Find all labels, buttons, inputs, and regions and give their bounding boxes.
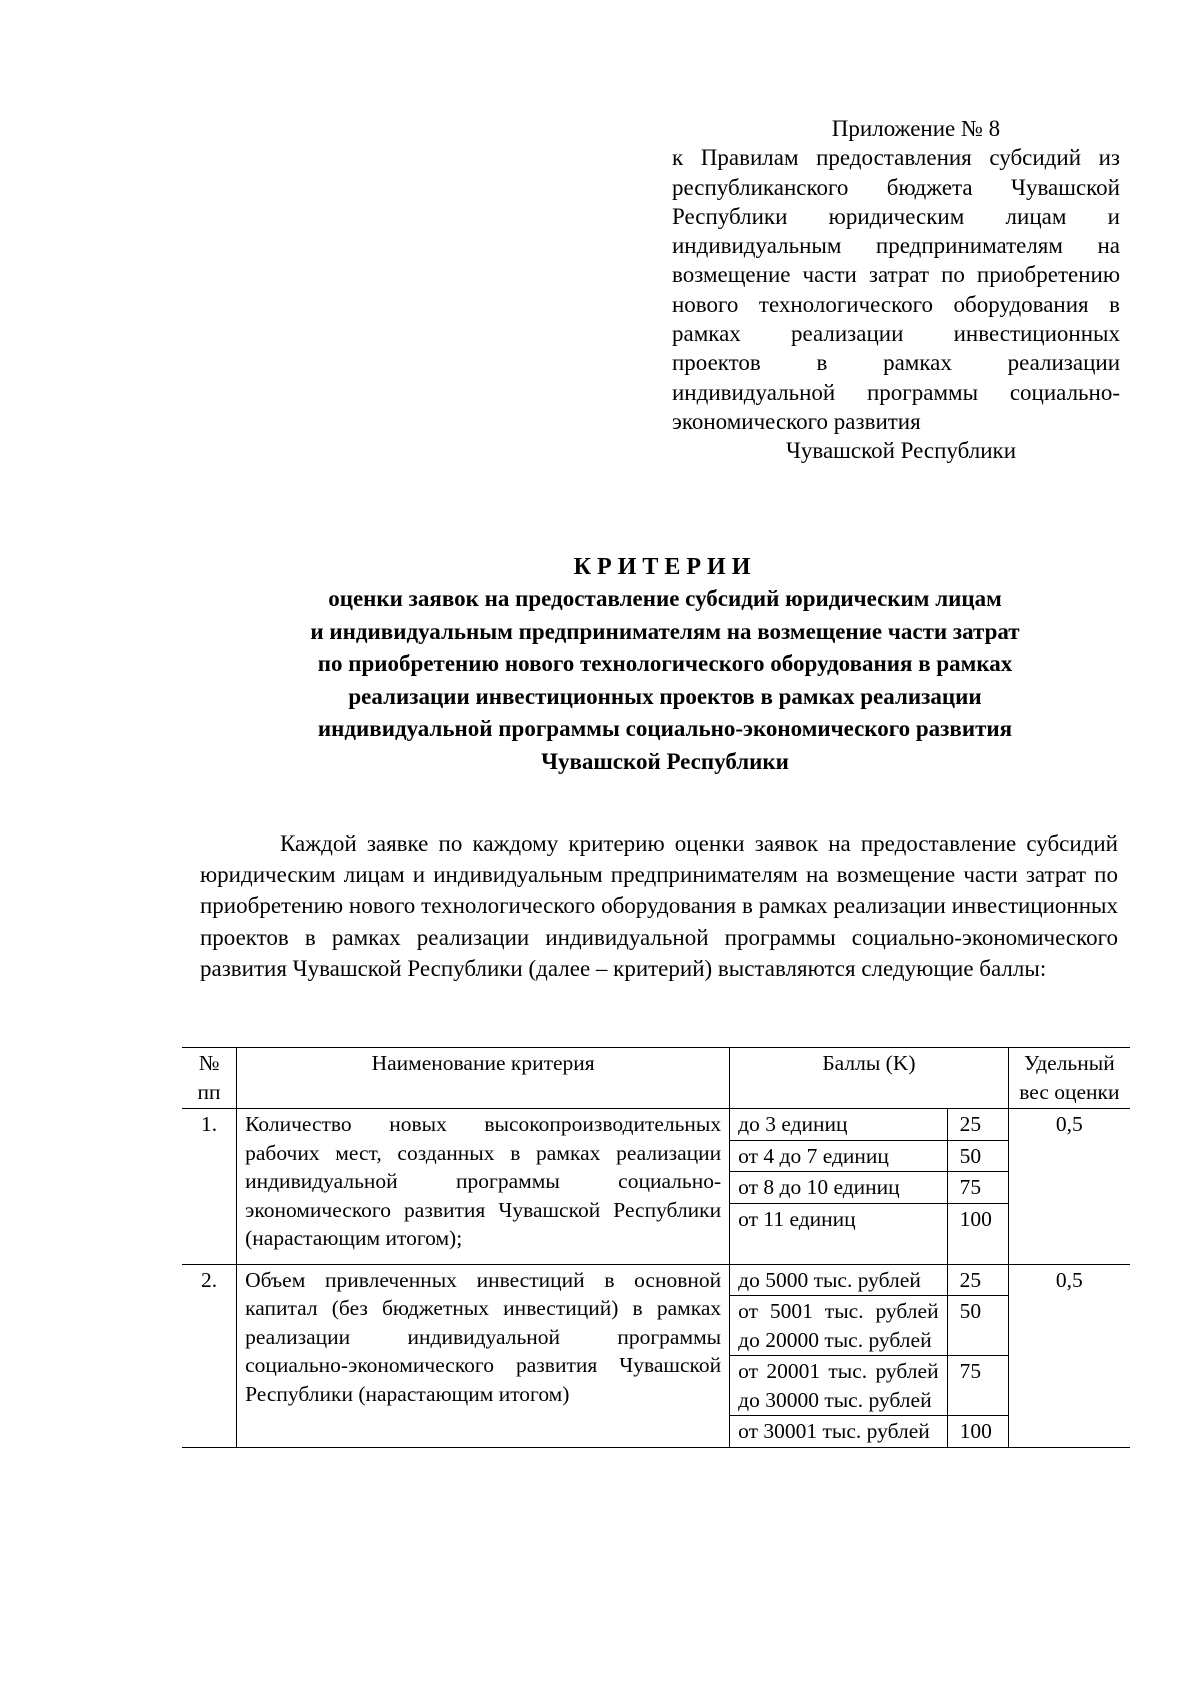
table-row: [182, 1264, 1130, 1296]
criterion-name: Количество новых высокопроизводительных рабочих мест, созданных в рамках реализации индивидуальной программы социально-экономического развития Чувашской Республики (нарастающим итогом);: [237, 1109, 730, 1265]
subtitle-line: и индивидуальным предпринимателям на возмещение части затрат: [310, 618, 1020, 644]
criterion-name: Объем привлеченных инвестиций в основной капитал (без бюджетных инвестиций) в рамках реализации индивидуальной программы социально-экономического развития Чувашской Республики (нарастающим итогом): [237, 1264, 730, 1447]
grade-range: от 4 до 7 единиц: [730, 1140, 947, 1172]
grade-points: 100: [947, 1203, 1008, 1264]
grade-points: 25: [947, 1264, 1008, 1296]
appendix-title: Приложение № 8: [831, 116, 1001, 141]
grade-points: 75: [947, 1356, 1008, 1416]
subtitle-line: Чувашской Республики: [541, 748, 789, 774]
criterion-weight: 0,5: [1008, 1109, 1130, 1265]
grade-range: до 5000 тыс. рублей: [730, 1264, 947, 1296]
grade-range: до 3 единиц: [730, 1109, 947, 1141]
subtitle-line: по приобретению нового технологического оборудования в рамках: [317, 651, 1013, 676]
grade-points: 100: [947, 1416, 1008, 1448]
header-num: № пп: [182, 1048, 237, 1109]
intro-paragraph: Каждой заявке по каждому критерию оценки заявок на предоставление субсидий юридическим лицам и индивидуальным предпринимателям на возмещение части затрат по приобретению нового технологического оборудования в рамках реализации инвестиционных проектов в рамках реализации индивидуальной программы социально-экономического развития Чувашской Республики (далее – критерий) выставляются следующие баллы:: [200, 831, 1118, 981]
appendix-text: к Правилам предоставления субсидий из республиканского бюджета Чувашской Республики юридическим лицам и индивидуальным предпринимателям на возмещение части затрат по приобретению нового технологического оборудования в рамках реализации инвестиционных проектов в рамках реализации индивидуальной программы социально-экономического развития: [672, 145, 1120, 434]
table-header-row: [182, 1048, 1130, 1109]
grade-points: 50: [947, 1140, 1008, 1172]
header-weight: Удельный вес оценки: [1008, 1048, 1130, 1109]
document-heading: [205, 551, 1125, 778]
appendix-tail: Чувашской Республики: [785, 438, 1017, 464]
header-name: Наименование критерия: [237, 1048, 730, 1109]
grade-points: 50: [947, 1296, 1008, 1356]
subtitle-line: оценки заявок на предоставление субсидий юридическим лицам: [328, 586, 1002, 611]
grade-range: от 30001 тыс. рублей: [730, 1416, 947, 1448]
table-row: [182, 1109, 1130, 1141]
criteria-table: [182, 1047, 1130, 1448]
subtitle-line: индивидуальной программы социально-экономического развития: [317, 716, 1013, 741]
grade-points: 25: [947, 1109, 1008, 1141]
grade-range: от 20001 тыс. рублей до 30000 тыс. рублей: [730, 1356, 947, 1416]
criterion-weight: 0,5: [1008, 1264, 1130, 1447]
subtitle-line: реализации инвестиционных проектов в рамках реализации: [348, 683, 982, 709]
document-title: КРИТЕРИИ: [573, 554, 757, 580]
header-points: Баллы (K): [730, 1048, 1009, 1109]
grade-points: 75: [947, 1172, 1008, 1204]
grade-range: от 5001 тыс. рублей до 20000 тыс. рублей: [730, 1296, 947, 1356]
row-num: 1.: [182, 1109, 237, 1265]
grade-range: от 8 до 10 единиц: [730, 1172, 947, 1204]
grade-range: от 11 единиц: [730, 1203, 947, 1264]
row-num: 2.: [182, 1264, 237, 1447]
appendix-block: [672, 114, 1120, 466]
